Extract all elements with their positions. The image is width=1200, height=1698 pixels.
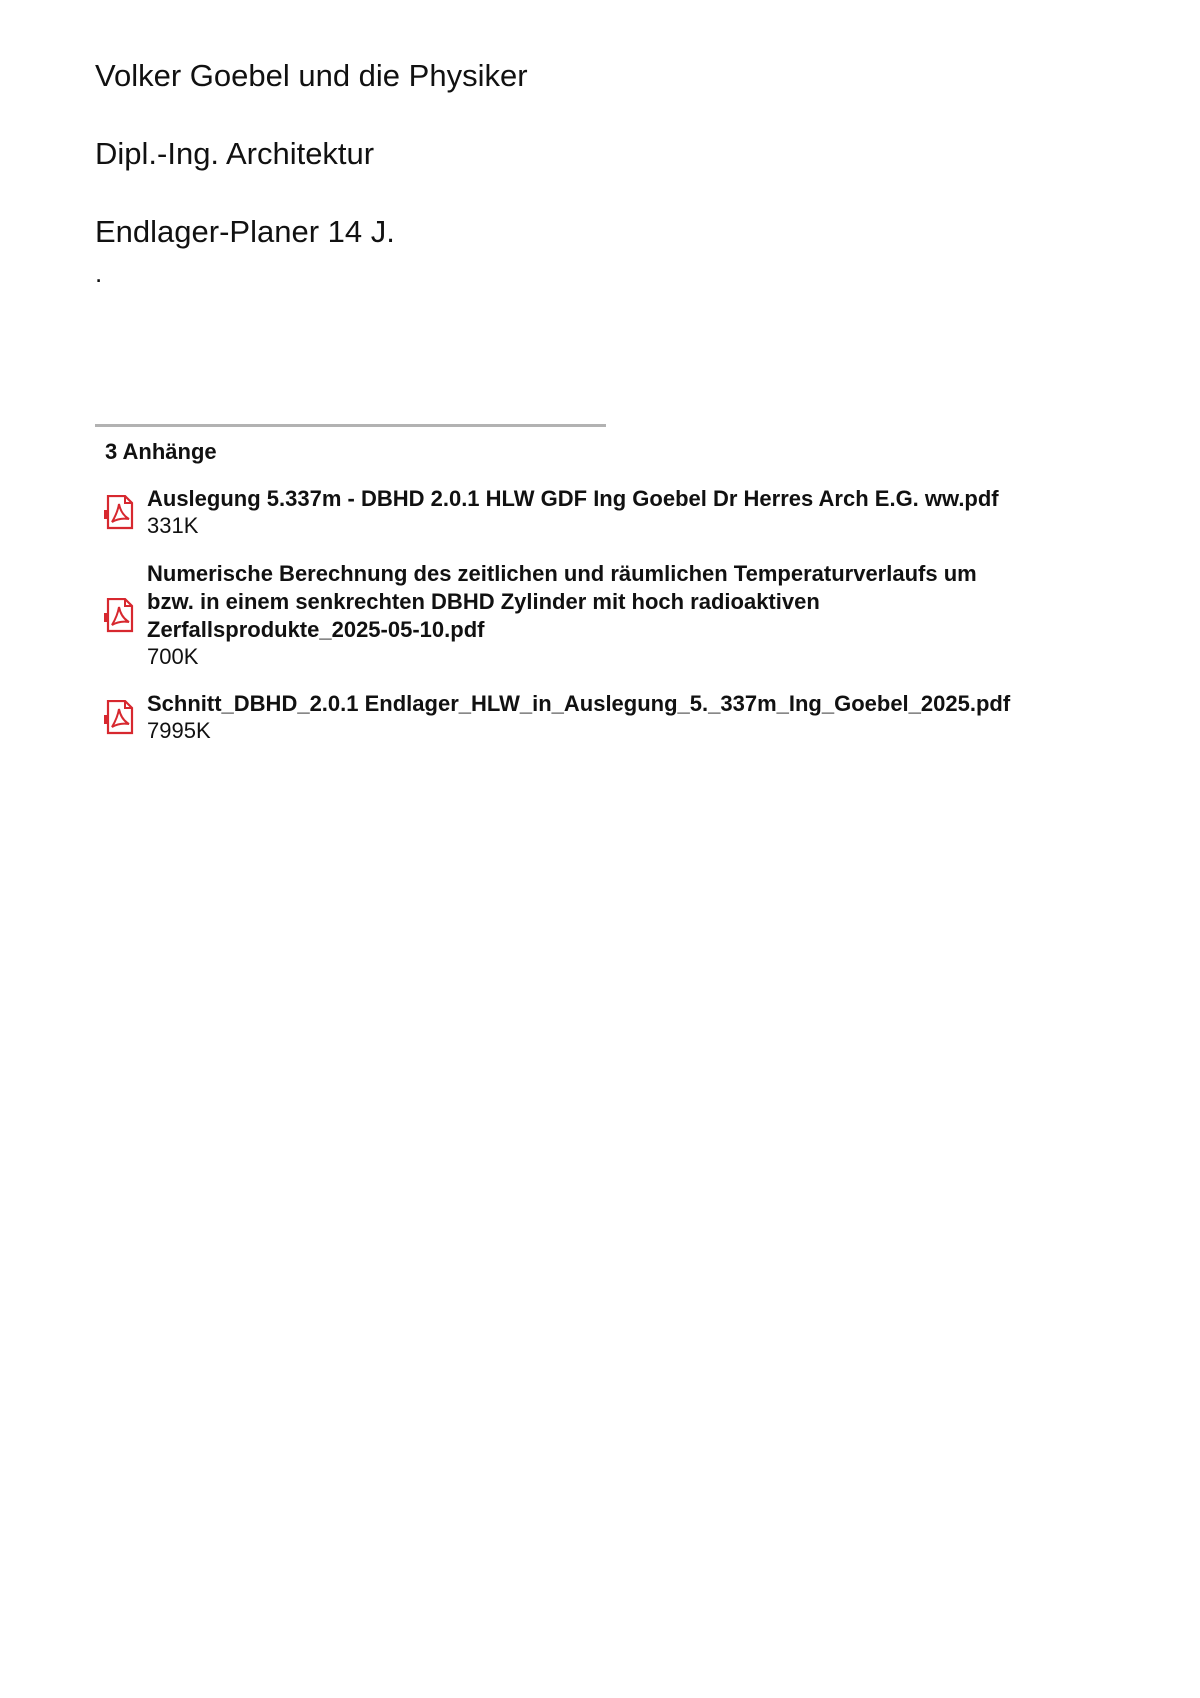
signature-name: Volker Goebel und die Physiker <box>95 58 528 93</box>
signature-role: Endlager-Planer 14 J. <box>95 214 395 249</box>
attachment-file-name[interactable]: Auslegung 5.337m - DBHD 2.0.1 HLW GDF Ing Goebel Dr Herres Arch E.G. ww.pdf <box>147 486 999 511</box>
pdf-icon[interactable] <box>103 700 136 735</box>
attachment-file-size: 331K <box>147 513 199 538</box>
pdf-icon[interactable] <box>103 598 136 633</box>
attachment-file-size: 7995K <box>147 718 211 743</box>
attachment-file-name[interactable]: Numerische Berechnung des zeitlichen und räumlichen Temperaturverlaufs um bzw. in einem senkrechten DBHD Zylinder mit hoch radioaktiven Zerfallsprodukte_2025-05-10.pdf <box>147 561 977 642</box>
attachments-divider <box>95 424 606 427</box>
attachments-count-heading: 3 Anhänge <box>105 439 217 464</box>
attachment-file-size: 700K <box>147 644 199 669</box>
attachment-file-name[interactable]: Schnitt_DBHD_2.0.1 Endlager_HLW_in_Auslegung_5._337m_Ing_Goebel_2025.pdf <box>147 691 1011 716</box>
signature-degree: Dipl.-Ing. Architektur <box>95 136 375 171</box>
signature-dot: . <box>95 258 103 288</box>
pdf-icon[interactable] <box>103 495 136 530</box>
